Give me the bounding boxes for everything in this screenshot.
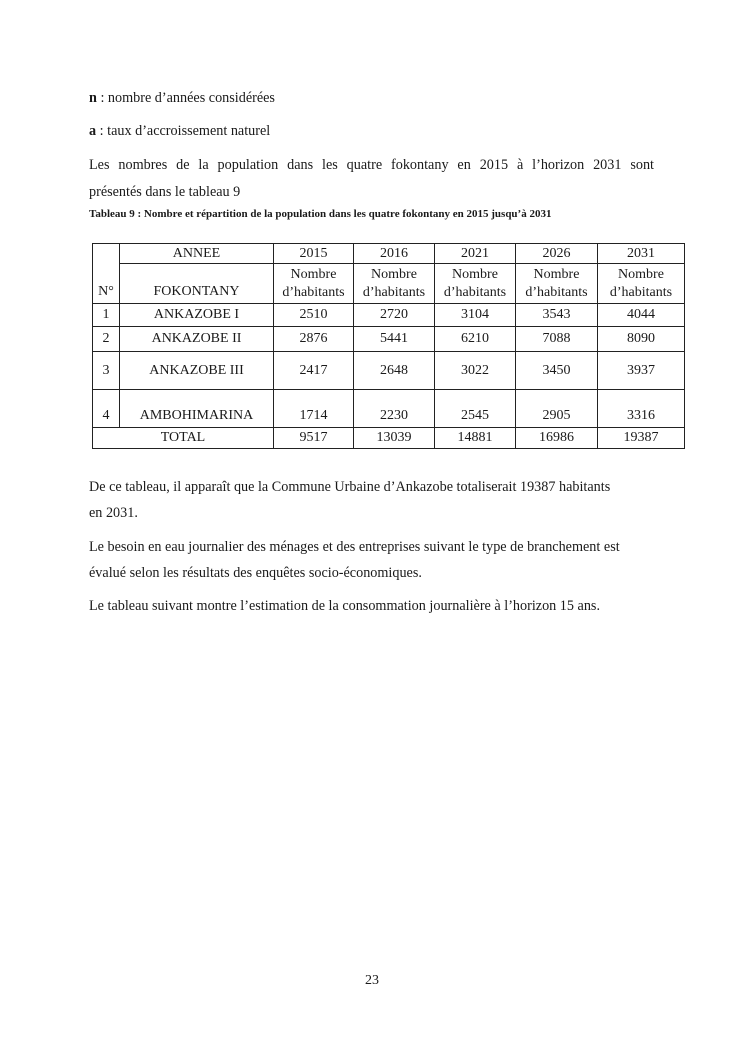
row-value: 6210 xyxy=(435,327,516,352)
header-habitants-text: d’habitants xyxy=(609,284,673,300)
row-value: 3937 xyxy=(598,352,685,390)
header-fokontany: FOKONTANY xyxy=(120,264,274,304)
table-row xyxy=(93,304,685,327)
row-value: 2417 xyxy=(274,352,354,390)
row-value: 2720 xyxy=(354,304,435,327)
conclusion-line-1: De ce tableau, il apparaît que la Commune Urbaine d’Ankazobe totaliserait 19387 habitants xyxy=(89,479,611,495)
header-year: 2026 xyxy=(516,244,598,264)
row-value: 3316 xyxy=(598,390,685,428)
table-caption: Tableau 9 : Nombre et répartition de la population dans les quatre fokontany en 2015 jusqu’à 2031 xyxy=(89,208,552,220)
row-value: 2230 xyxy=(354,390,435,428)
row-value: 2905 xyxy=(516,390,598,428)
definition-a xyxy=(89,123,270,140)
header-nombre-text: Nombre xyxy=(533,266,580,282)
page-number: 23 xyxy=(365,973,379,988)
row-fokontany: ANKAZOBE II xyxy=(120,327,274,352)
besoin-line-1: Le besoin en eau journalier des ménages et des entreprises suivant le type de branchement est xyxy=(89,539,620,555)
total-value: 9517 xyxy=(274,428,354,449)
row-value: 3022 xyxy=(435,352,516,390)
table-subheader-row xyxy=(93,264,685,304)
table-total-row xyxy=(93,428,685,449)
conclusion-line-2: en 2031. xyxy=(89,505,138,521)
header-habitants xyxy=(516,264,598,304)
suivant-paragraph: Le tableau suivant montre l’estimation de la consommation journalière à l’horizon 15 ans. xyxy=(89,598,600,614)
total-label: TOTAL xyxy=(93,428,274,449)
row-number: 3 xyxy=(93,352,120,390)
row-value: 3543 xyxy=(516,304,598,327)
table-row xyxy=(93,352,685,390)
row-number: 4 xyxy=(93,390,120,428)
header-nombre-text: Nombre xyxy=(618,266,664,282)
row-value: 2648 xyxy=(354,352,435,390)
table-row xyxy=(93,390,685,428)
definition-term: a xyxy=(89,123,97,139)
row-value: 5441 xyxy=(354,327,435,352)
row-fokontany: ANKAZOBE III xyxy=(120,352,274,390)
total-value: 16986 xyxy=(516,428,598,449)
row-value: 8090 xyxy=(598,327,685,352)
besoin-line-2: évalué selon les résultats des enquêtes socio-économiques. xyxy=(89,565,422,581)
header-habitants xyxy=(274,264,354,304)
row-value: 4044 xyxy=(598,304,685,327)
header-nombre-text: Nombre xyxy=(371,266,417,282)
row-fokontany: ANKAZOBE I xyxy=(120,304,274,327)
definition-n xyxy=(89,90,275,107)
header-nombre-text: Nombre xyxy=(452,266,498,282)
row-number: 1 xyxy=(93,304,120,327)
intro-line-1: Les nombres de la population dans les quatre fokontany en 2015 à l’horizon 2031 sont xyxy=(89,157,654,173)
header-year: 2016 xyxy=(354,244,435,264)
row-value: 1714 xyxy=(274,390,354,428)
row-number: 2 xyxy=(93,327,120,352)
row-value: 2545 xyxy=(435,390,516,428)
header-nombre-text: Nombre xyxy=(290,266,337,282)
header-habitants xyxy=(435,264,516,304)
row-value: 2876 xyxy=(274,327,354,352)
row-value: 3450 xyxy=(516,352,598,390)
header-num: N° xyxy=(93,244,120,304)
header-habitants-text: d’habitants xyxy=(443,284,507,300)
header-year: 2031 xyxy=(598,244,685,264)
population-table xyxy=(92,243,685,449)
header-habitants xyxy=(354,264,435,304)
table-header-row xyxy=(93,244,685,264)
header-habitants xyxy=(598,264,685,304)
total-value: 13039 xyxy=(354,428,435,449)
header-habitants-text: d’habitants xyxy=(282,284,345,300)
header-habitants-text: d’habitants xyxy=(362,284,426,300)
row-value: 3104 xyxy=(435,304,516,327)
definition-term: n xyxy=(89,90,97,106)
row-fokontany: AMBOHIMARINA xyxy=(120,390,274,428)
header-year: 2021 xyxy=(435,244,516,264)
total-value: 14881 xyxy=(435,428,516,449)
total-value: 19387 xyxy=(598,428,685,449)
header-annee: ANNEE xyxy=(120,244,274,264)
row-value: 2510 xyxy=(274,304,354,327)
header-year: 2015 xyxy=(274,244,354,264)
definition-text: : nombre d’années considérées xyxy=(96,90,275,106)
header-habitants-text: d’habitants xyxy=(525,284,588,300)
row-value: 7088 xyxy=(516,327,598,352)
table-row xyxy=(93,327,685,352)
intro-line-2: présentés dans le tableau 9 xyxy=(89,184,241,200)
definition-text: : taux d’accroissement naturel xyxy=(96,123,271,139)
